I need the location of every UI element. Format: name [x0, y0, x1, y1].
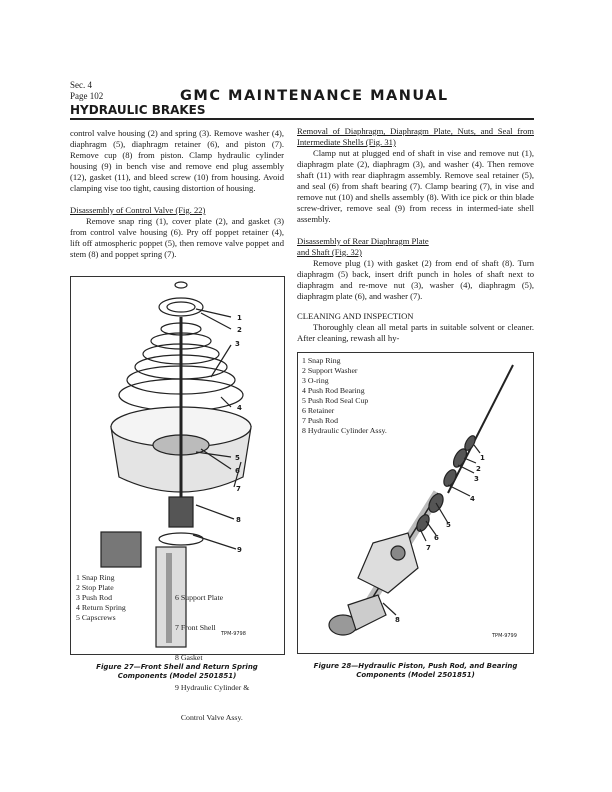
page-number: Page 102 — [70, 91, 104, 101]
left-column — [70, 128, 284, 722]
callout-9: 9 — [237, 546, 242, 554]
caption-line: Figure 27—Front Shell and Return Spring — [96, 663, 258, 671]
legend-item: 7 Push Rod — [302, 416, 338, 425]
legend-item: 1 Snap Ring — [302, 356, 341, 365]
figure-27-legend-left — [76, 573, 126, 623]
legend-item: 2 Support Washer — [302, 366, 358, 375]
caption-line: Figure 28—Hydraulic Piston, Push Rod, and Bearing — [313, 662, 518, 670]
paragraph: control valve housing (2) and spring (3). Remove washer (4), diaphragm (5), diaphragm retainer (6), and piston (7). Remove cup (8) from piston. Clamp hydraulic cylinder housing (9) in bench vise and remove end plug assembly (12), gasket (11), and bleed screw (10) from housing. Avoid clamping vise too tight, causing distortion of housing. — [70, 128, 284, 193]
subheading: Removal of Diaphragm, Diaphragm Plate, Nuts, and Seal from Intermediate Shells (Fig. 31) — [297, 126, 534, 147]
callout-3: 3 — [235, 340, 240, 348]
callout-5: 5 — [235, 454, 240, 462]
callout-2: 2 — [476, 465, 481, 473]
callout-4: 4 — [470, 495, 475, 503]
subheading: Disassembly of Rear Diaphragm Plate and Shaft (Fig. 32) — [297, 236, 429, 257]
legend-item: 8 Gasket — [175, 653, 203, 662]
callout-6: 6 — [235, 467, 240, 475]
paragraph: Thoroughly clean all metal parts in suitable solvent or cleaner. After cleaning, rewash all hy- — [297, 322, 534, 343]
legend-item: 7 Front Shell — [175, 623, 216, 632]
figure-28-caption — [297, 662, 534, 680]
subheading: CLEANING AND INSPECTION — [297, 311, 414, 321]
callout-1: 1 — [237, 314, 242, 322]
figure-code: TPM-9799 — [492, 633, 517, 639]
caption-line: Components (Model 2501851) — [117, 672, 237, 680]
caption-line: Components (Model 2501851) — [356, 671, 475, 679]
section-info — [70, 80, 103, 102]
right-column — [297, 126, 534, 680]
callout-5: 5 — [446, 521, 451, 529]
figure-27-legend-right — [175, 573, 249, 743]
figure-28-legend — [302, 356, 387, 436]
callout-6: 6 — [434, 534, 439, 542]
callout-3: 3 — [474, 475, 479, 483]
paragraph: Remove snap ring (1), cover plate (2), and gasket (3) from control valve housing (6). Pry off poppet retainer (4), lift off atmospheric poppet (5), then remove valve poppet and stem (8) and poppet spring (7). — [70, 216, 284, 259]
legend-item: 6 Retainer — [302, 406, 335, 415]
legend-item: 8 Hydraulic Cylinder Assy. — [302, 426, 387, 435]
legend-item: 5 Push Rod Seal Cup — [302, 396, 369, 405]
header-rule — [70, 118, 534, 120]
legend-item: 4 Return Spring — [76, 603, 126, 612]
section-title: HYDRAULIC BRAKES — [70, 103, 206, 117]
callout-7: 7 — [426, 544, 431, 552]
legend-item: 6 Support Plate — [175, 593, 224, 602]
legend-item: 2 Stop Plate — [76, 583, 114, 592]
callout-2: 2 — [237, 326, 242, 334]
subheading: Disassembly of Control Valve (Fig. 22) — [70, 205, 206, 215]
legend-item: 1 Snap Ring — [76, 573, 115, 582]
callout-4: 4 — [237, 404, 242, 412]
manual-title: GMC MAINTENANCE MANUAL — [180, 88, 449, 104]
callout-7: 7 — [236, 485, 241, 493]
legend-item: Control Valve Assy. — [175, 713, 243, 722]
legend-item: 3 Push Rod — [76, 593, 112, 602]
legend-item: 9 Hydraulic Cylinder & — [175, 683, 250, 692]
legend-item: 4 Push Rod Bearing — [302, 386, 365, 395]
callout-8: 8 — [236, 516, 241, 524]
figure-code: TPM-9798 — [221, 631, 246, 637]
legend-item: 3 O-ring — [302, 376, 329, 385]
paragraph: Remove plug (1) with gasket (2) from end of shaft (8). Turn diaphragm (5) back, insert drift punch in holes of shaft next to diaphragm and re-move nut (3), washer (4), diaphragm (5), diaphragm plate (6), and washer (7). — [297, 258, 534, 301]
section-number: Sec. 4 — [70, 80, 92, 90]
callout-8: 8 — [395, 616, 400, 624]
legend-item: 5 Capscrews — [76, 613, 116, 622]
figure-28 — [297, 352, 534, 654]
callout-1: 1 — [480, 454, 485, 462]
paragraph: Clamp nut at plugged end of shaft in vise and remove nut (1), diaphragm plate (2), diaphragm (3), and washer (4). Then remove shaft (11) with rear diaphragm assembly. Remove seal retainer (5), and seal (6) from shaft bearing (7). Clamp bearing (7), in vise and remove nut (10) and shells assembly (8). With ice pick or thin blade screw-driver, remove seal (9) from recess in intermed-iate shell assembly. — [297, 148, 534, 224]
